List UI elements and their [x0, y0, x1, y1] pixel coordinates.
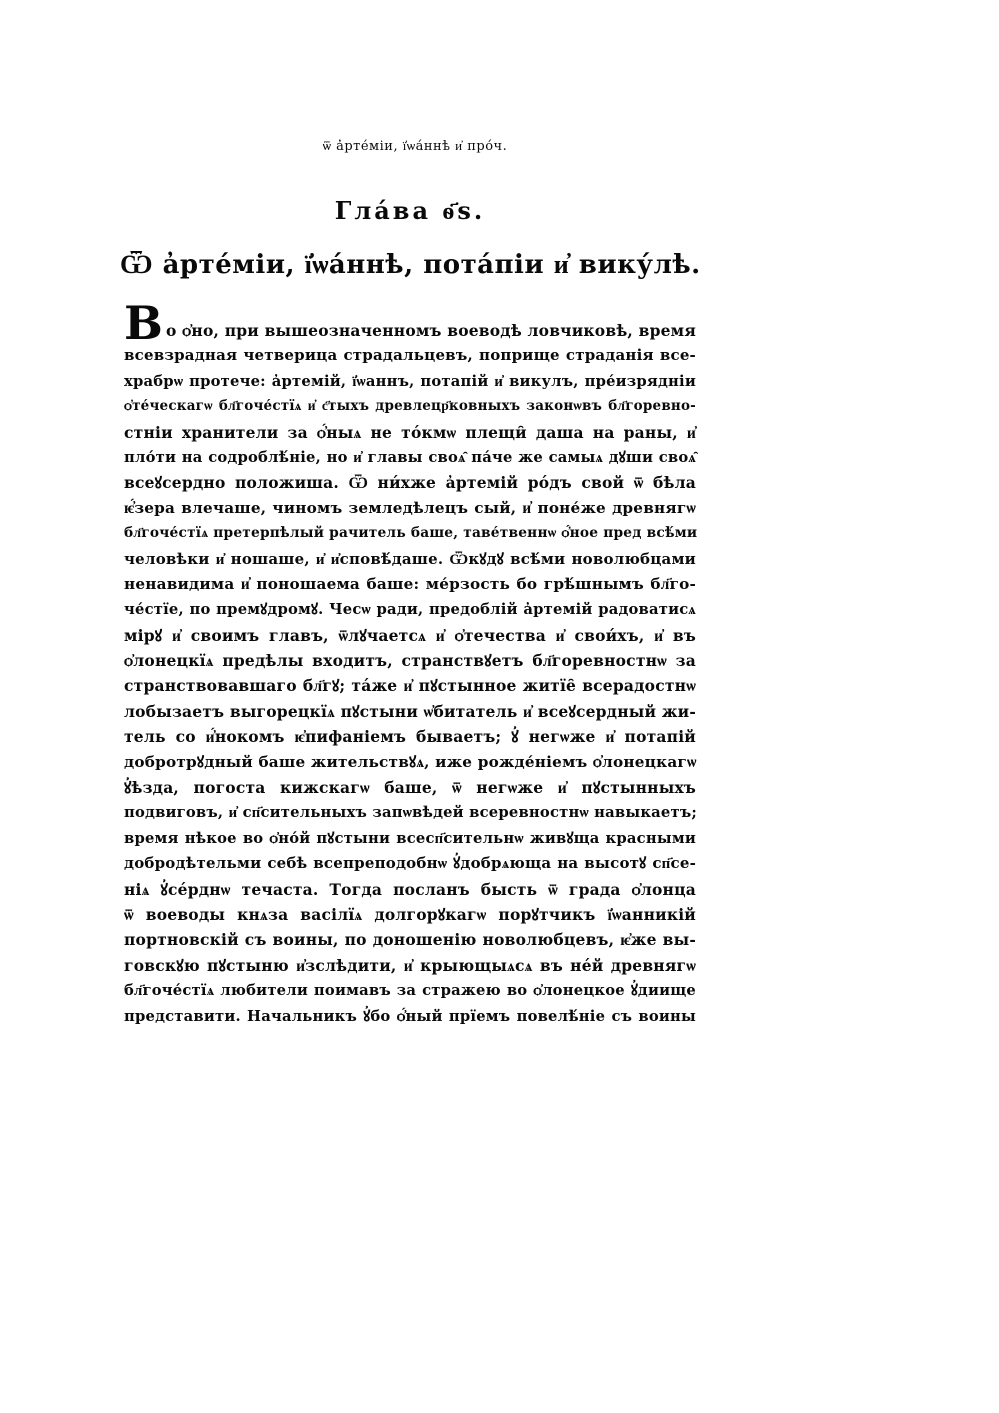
text-line: всеꙋсердно положиша. Ѿ ни́хже а̓ртемій ро́дъ свой ѿ бѣла [124, 473, 696, 493]
text-line: подвиговъ, и҆ сп҃сительныхъ запѡвѣдей всеревностнѡ навыкаетъ; [124, 804, 698, 822]
text-line: че́стїе, по премꙋдромꙋ. Чесѡ ради, предоблій а̓ртемій радоватисѧ [124, 601, 696, 619]
text-line: ніѧ ꙋ҆се́рднѡ течаста. Тогда посланъ бысть ѿ града ѻ҆лонца [124, 879, 696, 899]
text-line: представити. Начальникъ ꙋ҆бо ѻ҆́ный прїемъ повелѣ́ніе съ воины [124, 1007, 696, 1025]
text-line: ѿ воеводы кнѧза васілїѧ долгорꙋкагѡ порꙋтчикъ ї҆ѡанникій [124, 904, 696, 924]
text-line: время нѣкое во ѻ҆но́й пꙋстыни всесп҃сительнѡ живꙋща красными [124, 829, 696, 847]
text-line: ꙋ҆ѣзда, погоста кижскагѡ баше, ѿ негѡже и҆ пꙋстынныхъ [124, 778, 696, 798]
text-line: портновскій съ воины, по доношенію новолюбцевъ, ѥ҆же вы- [124, 930, 696, 950]
text-line: тель со и҆́нокомъ ѥ҆пифаніемъ бываетъ; ꙋ҆ негѡже и҆ потапій [124, 727, 696, 747]
text-line: стніи хранители за ѻ҆́ныѧ не то́кмѡ плещи̑ даша на раны, и҆ [124, 422, 696, 442]
chapter-title: Ѿ а̓рте́міи, ї҆ѡа́ннѣ, пота́піи и҆ вику́лѣ. [120, 250, 701, 280]
running-header: ѿ а̓рте́міи, ї҆ѡа́ннѣ и҆ про́ч. [322, 139, 508, 154]
chapter-number: Гла́ва ѳ҃ѕ. [334, 196, 486, 225]
text-line: бл҃гоче́стїѧ претерпѣлый рачитель баше, таве́твеннѡ ѻ҆́ное пред всѣ́ми [124, 525, 698, 542]
text-line: бл҃гоче́стїѧ любители поимавъ за стражею во ѻ҆лонецкое ꙋ҆диище [124, 982, 696, 1000]
text-line: человѣки и҆ ношаше, и҆ и҆сповѣ́даше. Ѿкꙋдꙋ всѣ́ми новолюбцами [124, 549, 696, 568]
text-line: ѻ҆лонецкїѧ предѣлы входитъ, странствꙋетъ бл҃горевностнѡ за [124, 651, 696, 671]
text-line: добродѣтельми себѣ всепреподобнѡ ꙋ҆добрѧюща на высотꙋ сп҃се- [124, 854, 696, 873]
text-line: о ѻ҆но, при вышеозначенномъ воеводѣ ловчиковѣ, время [166, 321, 696, 340]
text-line: храбрѡ протече: а̓ртемій, ї҆ѡаннъ, потапій и҆ викулъ, пре́изрядніи [124, 372, 696, 390]
text-line: ѥ҆́зера влечаше, чиномъ земледѣлецъ сый, и҆ поне́же древнягѡ [124, 498, 696, 517]
text-line: ненавидима и҆ поношаема баше: ме́рзость бо грѣ́шнымъ бл҃го- [124, 574, 696, 593]
text-line: лобызаетъ выгорецкїѧ пꙋстыни ѡ҆битатель и҆ всеꙋсердный жи- [124, 701, 696, 721]
text-line: странствовавшаго бл҃гꙋ; та́же и҆ пꙋстынное житїе̑ всерадостнѡ [124, 676, 696, 696]
text-line: говскꙋю пꙋстыню и҆зслѣдити, и҆ крыющыѧсѧ въ не́й древнягѡ [124, 955, 696, 975]
text-line: ѻ҆те́ческагѡ бл҃гоче́стїѧ и҆ с҃тыхъ древлецр҃ковныхъ законѡвъ бл҃горевно- [124, 398, 696, 415]
drop-cap-initial: В [124, 296, 163, 350]
text-line: добротрꙋдный баше жительствꙋѧ, иже рожде́ніемъ ѻ҆лонецкагѡ [124, 752, 697, 771]
text-line: всевзрадная четверица страдальцевъ, поприще страданія все- [124, 346, 696, 365]
text-line: пло́ти на содроблѣ́ніе, но и҆ главы своѧ̑ па́че же самыѧ дꙋши своѧ̑ [124, 448, 696, 466]
body-text [124, 318, 696, 1029]
text-line: мірꙋ и҆ своимъ главъ, ѿлꙋчаетсѧ и҆ ѻ҆течества и҆ свои́хъ, и҆ въ [124, 625, 696, 645]
